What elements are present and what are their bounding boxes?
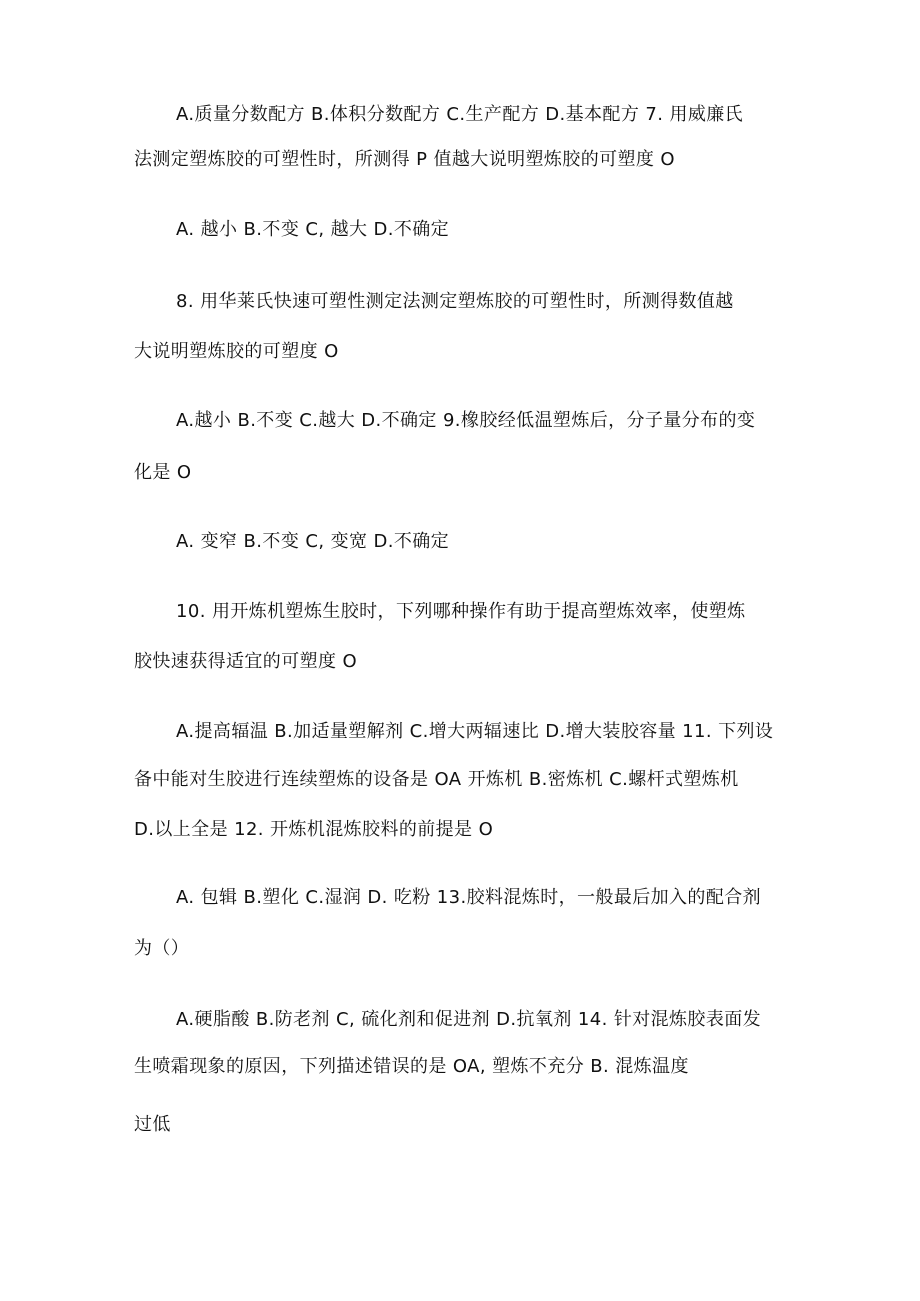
text-line: 8. 用华莱氏快速可塑性测定法测定塑炼胶的可塑性时，所测得数值越	[176, 291, 734, 312]
text-line: 化是 O	[134, 462, 192, 483]
text-line: 过低	[134, 1114, 171, 1135]
text-line: 10. 用开炼机塑炼生胶时，下列哪种操作有助于提高塑炼效率，使塑炼	[176, 601, 746, 622]
text-line: 生喷霜现象的原因，下列描述错误的是 OA, 塑炼不充分 B. 混炼温度	[134, 1056, 689, 1077]
text-line: A. 包辑 B.塑化 C.湿润 D. 吃粉 13.胶料混炼时，一般最后加入的配合剂	[176, 887, 762, 908]
text-line: 备中能对生胶进行连续塑炼的设备是 OA 开炼机 B.密炼机 C.螺杆式塑炼机	[134, 769, 739, 790]
text-line: 胶快速获得适宜的可塑度 O	[134, 651, 358, 672]
text-line: D.以上全是 12. 开炼机混炼胶料的前提是 O	[134, 819, 494, 840]
text-line: A.提高辐温 B.加适量塑解剂 C.增大两辐速比 D.增大装胶容量 11. 下列设	[176, 721, 774, 742]
text-line: A. 越小 B.不变 C, 越大 D.不确定	[176, 219, 450, 240]
text-line: 为（）	[134, 938, 190, 959]
text-line: A.硬脂酸 B.防老剂 C, 硫化剂和促进剂 D.抗氧剂 14. 针对混炼胶表面发	[176, 1009, 762, 1030]
text-line: A. 变窄 B.不变 C, 变宽 D.不确定	[176, 531, 450, 552]
text-line: 大说明塑炼胶的可塑度 O	[134, 341, 339, 362]
text-line: A.越小 B.不变 C.越大 D.不确定 9.橡胶经低温塑炼后，分子量分布的变	[176, 410, 756, 431]
text-line: A.质量分数配方 B.体积分数配方 C.生产配方 D.基本配方 7. 用威廉氏	[176, 104, 744, 125]
text-line: 法测定塑炼胶的可塑性时，所测得 P 值越大说明塑炼胶的可塑度 O	[134, 149, 675, 170]
